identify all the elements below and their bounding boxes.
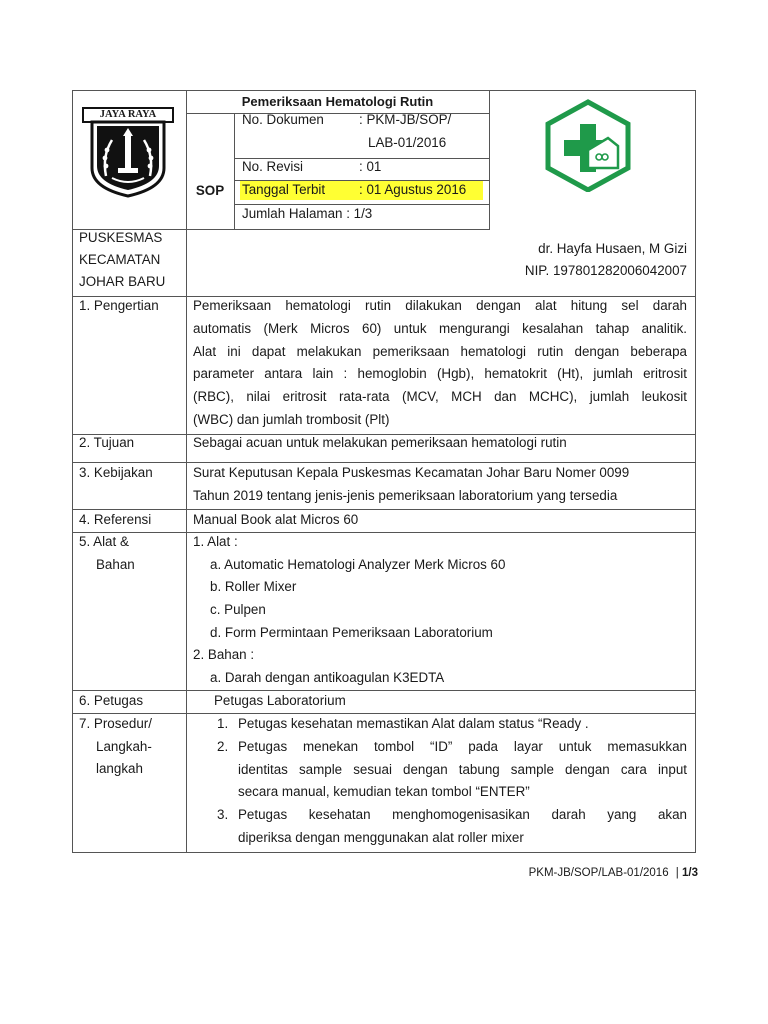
no-dokumen-value-2: LAB-01/2016	[368, 135, 447, 150]
jumlah-halaman: Jumlah Halaman : 1/3	[242, 206, 373, 221]
no-revisi-label: No. Revisi	[242, 159, 304, 174]
step-line: identitas sample sesuai dengan tabung sample dengan cara input	[238, 762, 687, 777]
pengertian-line: automatis (Merk Micros 60) untuk mengurangi kesalahan tahap analitik.	[193, 321, 687, 336]
referensi-label: 4. Referensi	[79, 512, 152, 527]
footer-page-number: 1/3	[682, 867, 698, 879]
alat-item: b. Roller Mixer	[210, 579, 297, 594]
alat-bahan-label-2: Bahan	[96, 557, 135, 572]
alat-bahan-label-1: 5. Alat &	[79, 534, 129, 549]
referensi-text: Manual Book alat Micros 60	[193, 512, 359, 527]
signer-nip: NIP. 197801282006042007	[524, 263, 687, 278]
prosedur-label-1: 7. Prosedur/	[79, 716, 152, 731]
step-line: diperiksa dengan menggunakan alat roller mixer	[238, 830, 524, 845]
tanggal-terbit-value: : 01 Agustus 2016	[359, 182, 467, 197]
step-line: Petugas kesehatan memastikan Alat dalam status “Ready .	[238, 716, 589, 731]
pengertian-line: (RBC), nilai eritrosit rata-rata (MCV, MCH dan MCHC), jumlah leukosit	[193, 389, 687, 404]
footer-doc-code: PKM-JB/SOP/LAB-01/2016	[528, 867, 669, 879]
logo-text: JAYA RAYA	[99, 109, 157, 120]
alat-heading: 1. Alat :	[193, 534, 238, 549]
no-revisi-value: : 01	[359, 159, 382, 174]
step-line: Petugas menekan tombol “ID” pada layar untuk memasukkan	[238, 739, 687, 754]
no-dokumen-label: No. Dokumen	[242, 112, 324, 127]
page-title: Pemeriksaan Hematologi Rutin	[241, 94, 434, 109]
bahan-heading: 2. Bahan :	[193, 647, 255, 662]
pengertian-line: (WBC) dan jumlah trombosit (Plt)	[193, 412, 390, 427]
step-number: 2.	[217, 739, 229, 754]
tanggal-terbit-label: Tanggal Terbit	[242, 182, 326, 197]
prosedur-label-2: Langkah-	[96, 739, 152, 754]
bahan-item: a. Darah dengan antikoagulan K3EDTA	[210, 670, 445, 685]
page-footer	[529, 864, 698, 882]
no-dokumen-value: : PKM-JB/SOP/	[359, 112, 452, 127]
pengertian-line: Alat ini dapat melakukan pemeriksaan hematologi rutin dengan beberapa	[193, 344, 687, 359]
kebijakan-line-1: Surat Keputusan Kepala Puskesmas Kecamatan Johar Baru Nomer 0099	[193, 465, 630, 480]
prosedur-label-3: langkah	[96, 761, 143, 776]
tujuan-label: 2. Tujuan	[79, 435, 135, 450]
puskesmas-logo	[542, 98, 634, 192]
alat-item: d. Form Permintaan Pemeriksaan Laboratorium	[210, 625, 493, 640]
step-line: secara manual, kemudian tekan tombol “ENTER”	[238, 784, 530, 799]
kebijakan-line-2: Tahun 2019 tentang jenis-jenis pemeriksaan laboratorium yang tersedia	[193, 488, 618, 503]
step-line: Petugas kesehatan menghomogenisasikan darah yang akan	[238, 807, 687, 822]
signer-name: dr. Hayfa Husaen, M Gizi	[538, 241, 687, 256]
org-line-2: KECAMATAN	[79, 252, 161, 267]
petugas-text: Petugas Laboratorium	[214, 693, 346, 708]
tujuan-text: Sebagai acuan untuk melakukan pemeriksaan hematologi rutin	[193, 435, 567, 450]
sop-label: SOP	[195, 183, 225, 198]
pengertian-label: 1. Pengertian	[79, 298, 159, 313]
kebijakan-label: 3. Kebijakan	[79, 465, 153, 480]
step-number: 3.	[217, 807, 229, 822]
alat-item: a. Automatic Hematologi Analyzer Merk Micros 60	[210, 557, 506, 572]
jaya-raya-logo	[82, 106, 174, 198]
petugas-label: 6. Petugas	[79, 693, 144, 708]
step-number: 1.	[217, 716, 229, 731]
pengertian-line: Pemeriksaan hematologi rutin dilakukan dengan alat hitung sel darah	[193, 298, 687, 313]
alat-item: c. Pulpen	[210, 602, 266, 617]
footer-separator: |	[675, 867, 679, 879]
org-line-1: PUSKESMAS	[79, 230, 163, 245]
pengertian-line: parameter antara lain : hemoglobin (Hgb), hematokrit (Ht), jumlah eritrosit	[193, 366, 687, 381]
org-line-3: JOHAR BARU	[79, 274, 166, 289]
